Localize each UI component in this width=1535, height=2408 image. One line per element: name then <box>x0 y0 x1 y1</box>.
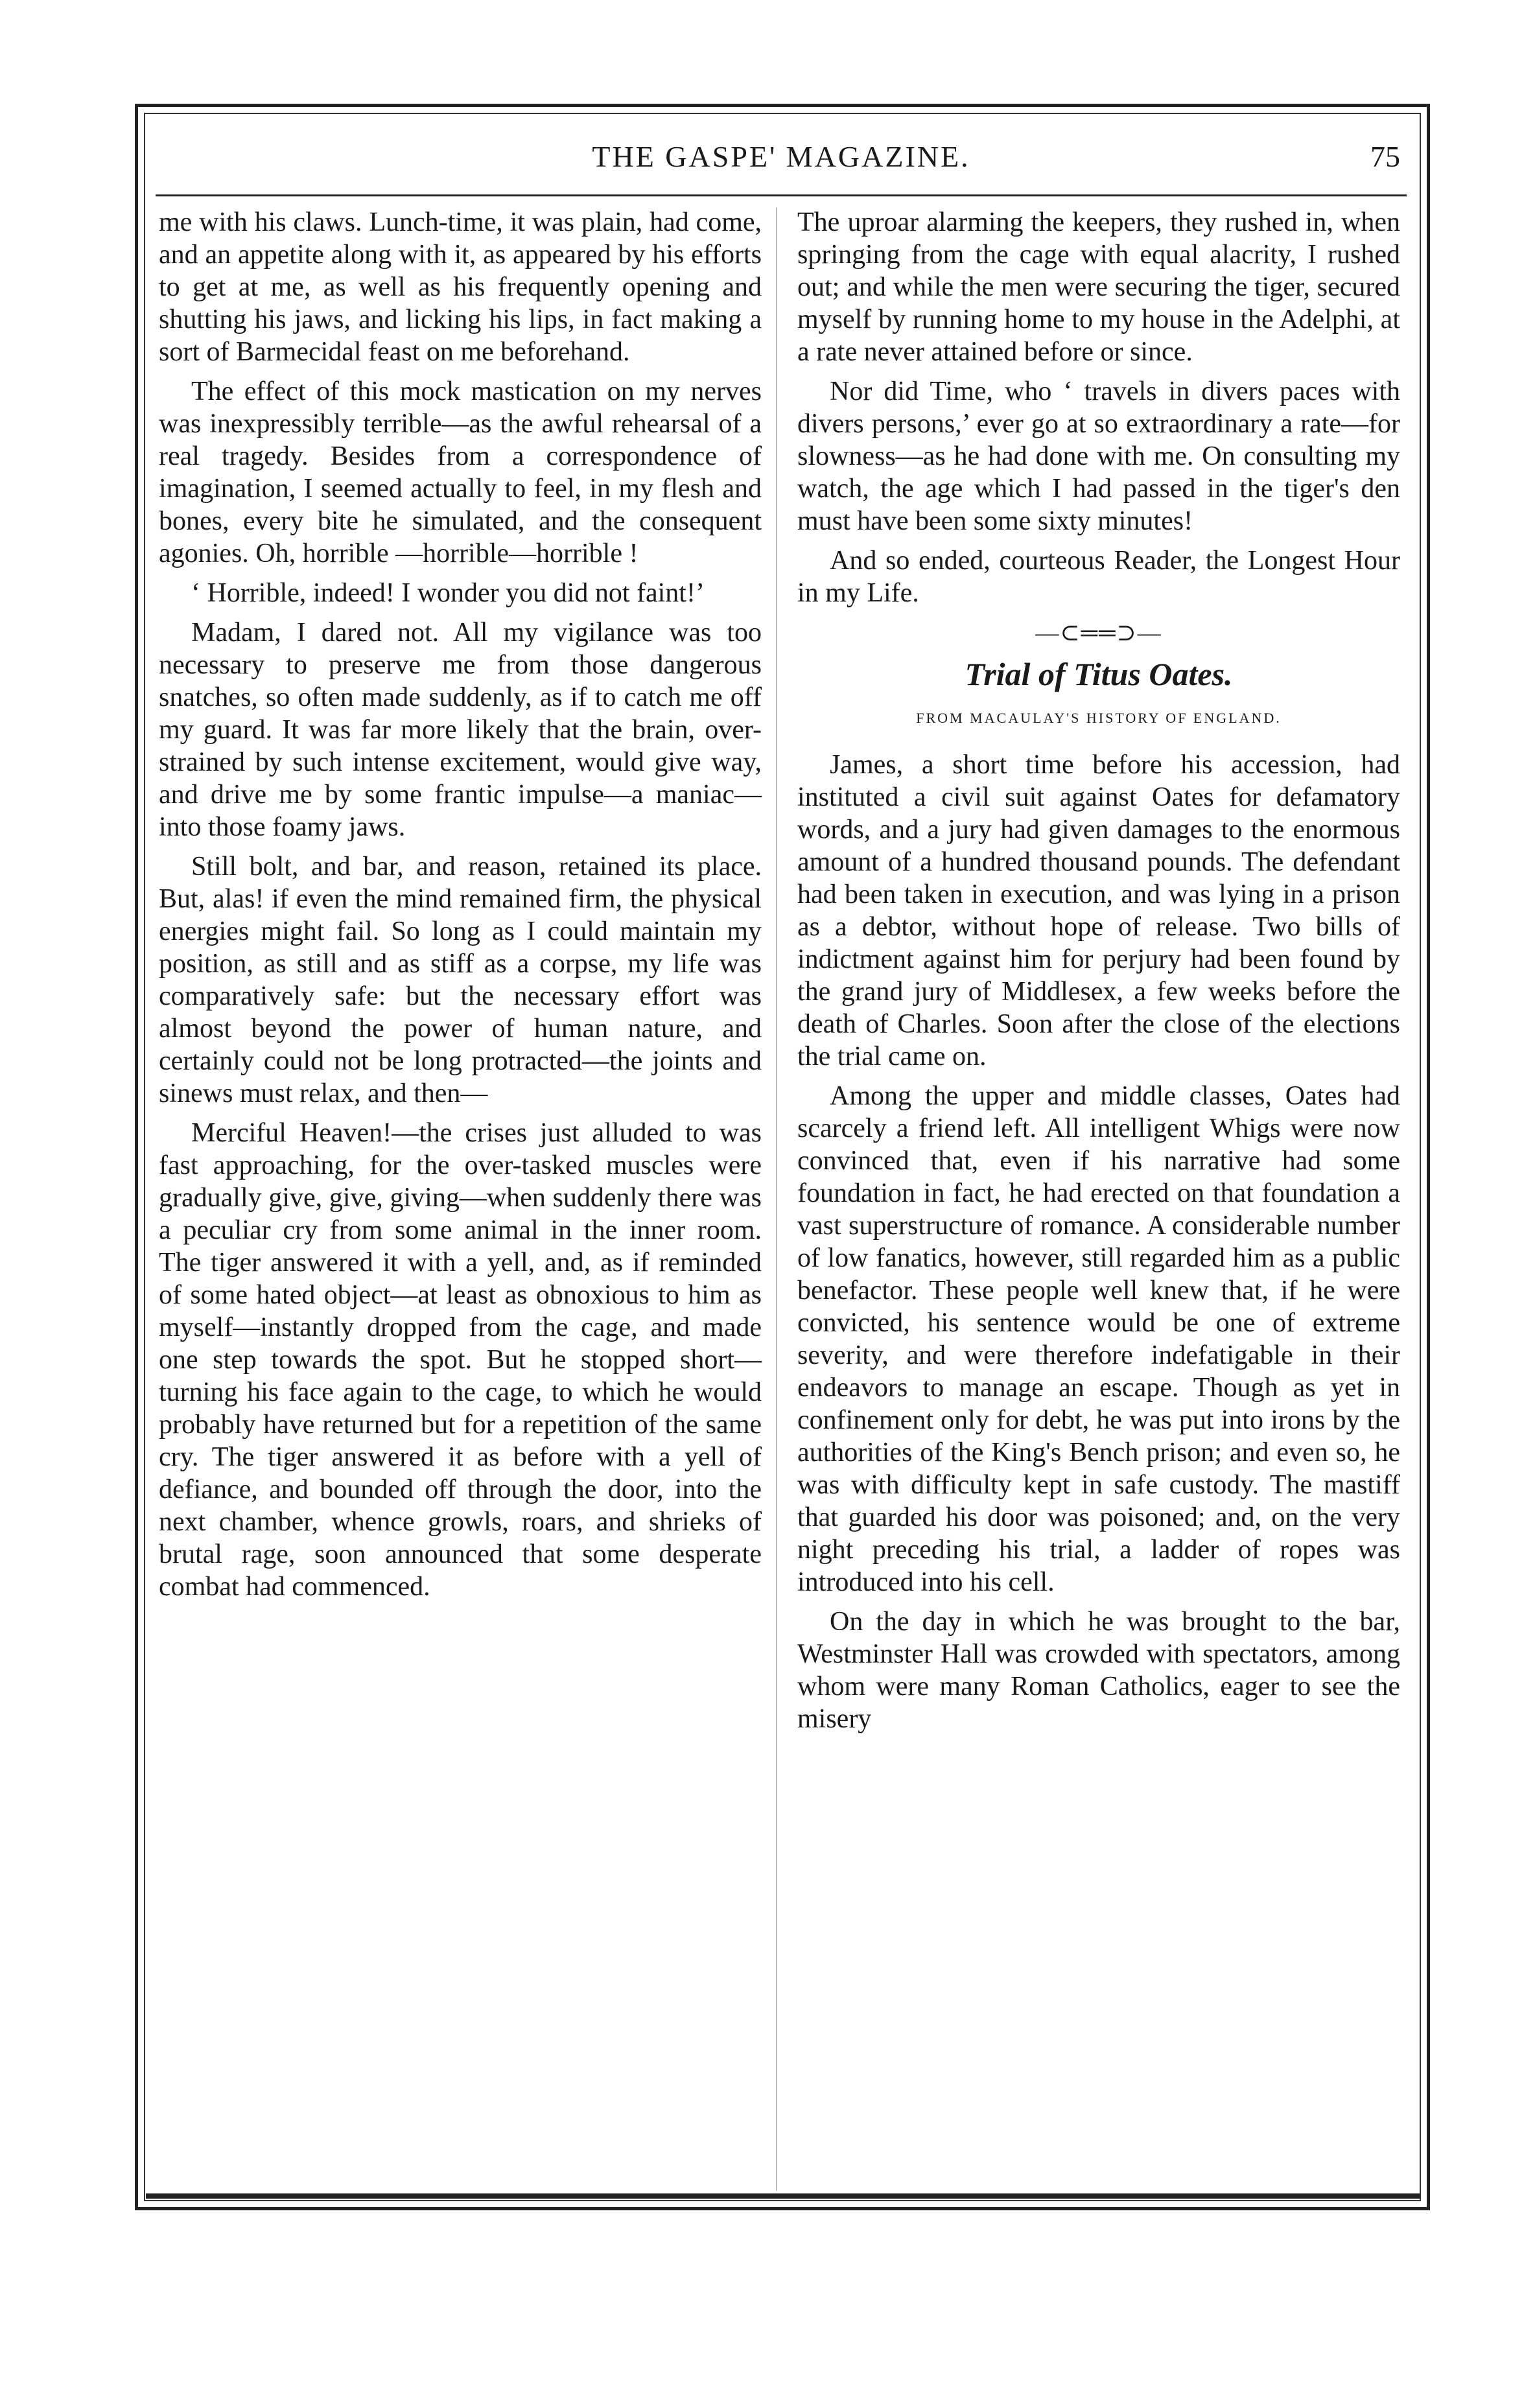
article-title: Trial of Titus Oates. <box>965 656 1233 692</box>
left-column <box>159 206 762 1610</box>
paragraph: Madam, I dared not. All my vigilance was too necessary to preserve me from those dangerous snatches, so often made suddenly, as if to catch me off my guard. It was far more likely that the brain, over-strained by such intense excitement, would give way, and drive me by some frantic impulse—a maniac—into those foamy jaws. <box>159 618 762 842</box>
paragraph: On the day in which he was brought to the bar, Westminster Hall was crowded with spectators, among whom were many Roman Catholics, eager to see the misery <box>797 1607 1400 1734</box>
paragraph: James, a short time before his accession, had instituted a civil suit against Oates for defamatory words, and a jury had given damages to the enormous amount of a hundred thousand pounds. The defendant had been taken in execution, and was lying in a prison as a debtor, without hope of release. Two bills of indictment against him for perjury had been found by the grand jury of Middlesex, a few weeks before the death of Charles. Soon after the close of the elections the trial came on. <box>797 750 1400 1071</box>
section-ornament: —⊂══⊃— <box>1035 620 1162 646</box>
paragraph: me with his claws. Lunch-time, it was plain, had come, and an appetite along with it, as appeared by his efforts to get at me, as well as his frequently opening and shutting his jaws, and licking his lips, in fact making a sort of Barmecidal feast on me beforehand. <box>159 207 762 367</box>
paragraph: ‘ Horrible, indeed! I wonder you did not faint!’ <box>191 578 705 608</box>
paragraph: Nor did Time, who ‘ travels in divers paces with divers persons,’ ever go at so extraordinary a rate—for slowness—as he had done with me. On consulting my watch, the age which I had passed in the tiger's den must have been some sixty minutes! <box>797 377 1400 536</box>
running-header <box>156 133 1407 185</box>
column-divider <box>776 207 777 2191</box>
paragraph: The effect of this mock mastication on my nerves was inexpressibly terrible—as the awful rehearsal of a real tragedy. Besides from a correspondence of imagination, I seemed actually to feel, in my flesh and bones, every bite he simulated, and the consequent agonies. Oh, horrible —horrible—horrible ! <box>159 377 762 568</box>
paragraph: Merciful Heaven!—the crises just alluded to was fast approaching, for the over-tasked muscles were gradually give, give, giving—when suddenly there was a peculiar cry from some animal in the inner room. The tiger answered it with a yell, and, as if reminded of some hated object—at least as obnoxious to him as myself—instantly dropped from the cage, and made one step towards the spot. But he stopped short—turning his face again to the cage, to which he would probably have returned but for a repetition of the same cry. The tiger answered it as before with a yell of defiance, and bounded off through the door, into the next chamber, whence growls, roars, and shrieks of brutal rage, soon announced that some desperate combat had commenced. <box>159 1118 762 1602</box>
paragraph: And so ended, courteous Reader, the Longest Hour in my Life. <box>797 546 1400 608</box>
paragraph: The uproar alarming the keepers, they rushed in, when springing from the cage with equal alacrity, I rushed out; and while the men were securing the tiger, secured myself by running home to my house in the Adelphi, at a rate never attained before or since. <box>797 207 1400 367</box>
magazine-title: THE GASPE' MAGAZINE. <box>592 140 970 173</box>
article-source: FROM MACAULAY'S HISTORY OF ENGLAND. <box>916 710 1282 726</box>
right-column <box>797 206 1400 1742</box>
paragraph: Still bolt, and bar, and reason, retained its place. But, alas! if even the mind remained firm, the physical energies might fail. So long as I could maintain my position, as still and as stiff as a corpse, my life was comparatively safe: but the necessary effort was almost beyond the power of human nature, and certainly could not be long protracted—the joints and sinews must relax, and then— <box>159 852 762 1108</box>
footer-rule <box>146 2193 1420 2199</box>
paragraph: Among the upper and middle classes, Oates had scarcely a friend left. All intelligent Whigs were now convinced that, even if his narrative had some foundation in fact, he had erected on that foundation a vast superstructure of romance. A considerable number of low fanatics, however, still regarded him as a public benefactor. These people well knew that, if he were convicted, his sentence would be one of extreme severity, and were therefore indefatigable in their endeavors to manage an escape. Though as yet in confinement only for debt, he was put into irons by the authorities of the King's Bench prison; and even so, he was with difficulty kept in safe custody. The mastiff that guarded his door was poisoned; and, on the very night preceding his trial, a ladder of ropes was introduced into his cell. <box>797 1081 1400 1597</box>
page-number: 75 <box>1370 140 1400 173</box>
header-rule <box>156 194 1407 196</box>
